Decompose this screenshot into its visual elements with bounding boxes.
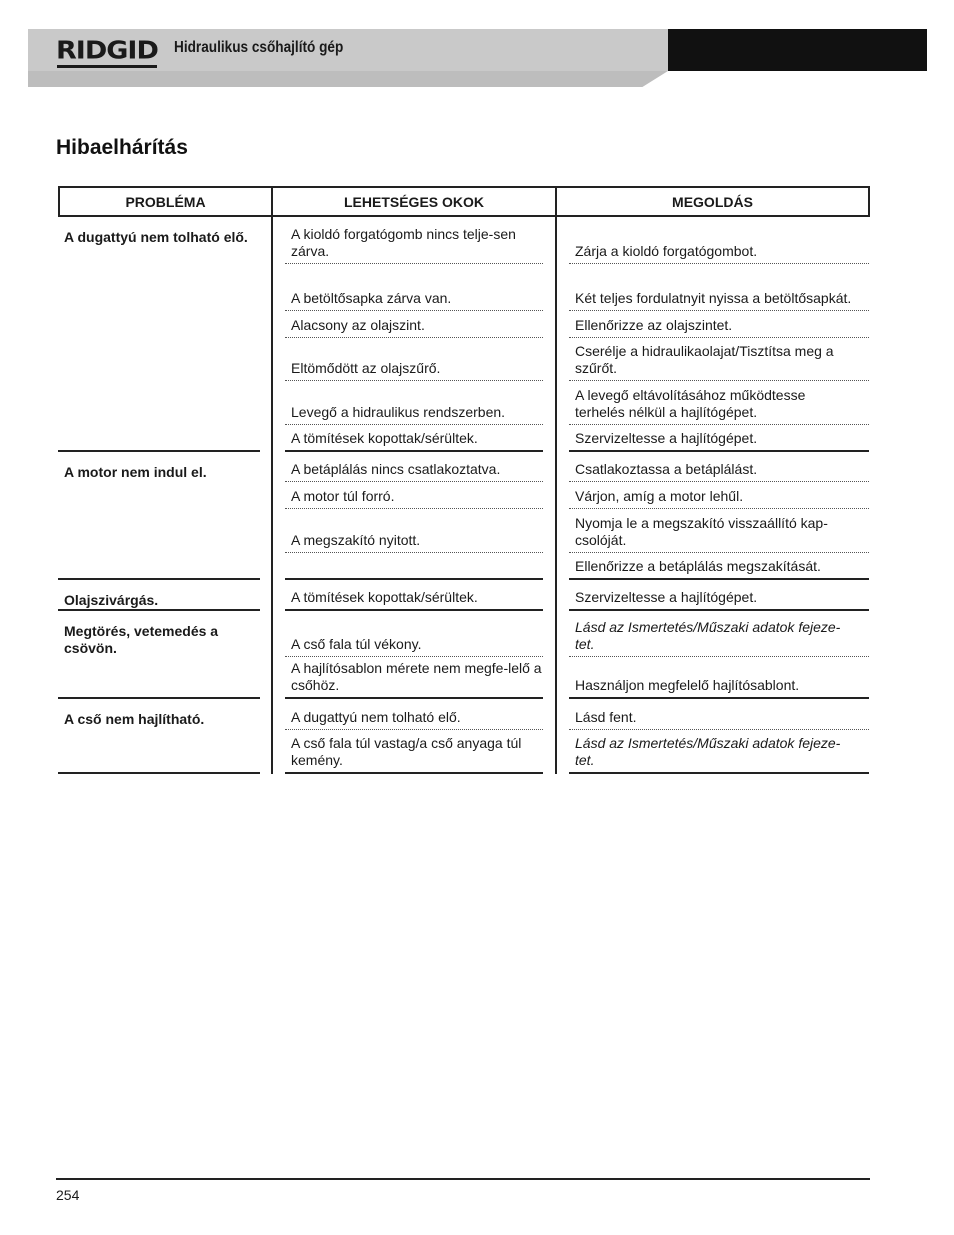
- problem-cell: A motor nem indul el.: [58, 456, 260, 580]
- cause-cell: A megszakító nyitott.: [285, 510, 543, 553]
- problem-cell: Megtörés, vetemedés a csövön.: [58, 615, 260, 699]
- solution-cell: A levegő eltávolításához működtesse terhelés nélkül a hajlítógépet.: [569, 382, 869, 425]
- column-divider-1: [271, 217, 273, 774]
- solution-cell: Várjon, amíg a motor lehűl.: [569, 483, 869, 509]
- header-black-block: [668, 29, 927, 71]
- cause-cell: [285, 554, 543, 580]
- column-divider-2: [555, 217, 557, 774]
- ridgid-logo: RIDGID: [56, 36, 158, 65]
- cause-cell: A cső fala túl vastag/a cső anyaga túl kemény.: [285, 731, 543, 774]
- solution-cell: Lásd fent.: [569, 703, 869, 730]
- cause-cell: A kioldó forgatógomb nincs telje-sen zárva.: [285, 221, 543, 264]
- cause-cell: Eltömődött az olajszűrő.: [285, 339, 543, 381]
- cause-cell: A dugattyú nem tolható elő.: [285, 703, 543, 730]
- document-title: Hidraulikus csőhajlító gép: [174, 39, 344, 56]
- solution-cell: Lásd az Ismertetés/Műszaki adatok fejeze-tet.: [569, 615, 869, 657]
- cause-cell: A tömítések kopottak/sérültek.: [285, 584, 543, 611]
- cause-cell: Levegő a hidraulikus rendszerben.: [285, 382, 543, 425]
- cause-cell: A cső fala túl vékony.: [285, 615, 543, 657]
- solution-cell: Nyomja le a megszakító visszaállító kap-csolóját.: [569, 510, 869, 553]
- solution-cell: Szervizeltesse a hajlítógépet.: [569, 584, 869, 611]
- solution-cell: Két teljes fordulatnyit nyissa a betöltősapkát.: [569, 265, 869, 311]
- column-header-problem: PROBLÉMA: [58, 186, 273, 217]
- cause-cell: A betöltősapka zárva van.: [285, 265, 543, 311]
- footer-rule: [56, 1178, 870, 1180]
- cause-cell: A motor túl forró.: [285, 483, 543, 509]
- problem-cell: A dugattyú nem tolható elő.: [58, 221, 260, 452]
- cause-cell: A betáplálás nincs csatlakoztatva.: [285, 456, 543, 482]
- page-number: 254: [56, 1187, 80, 1203]
- solution-cell: Lásd az Ismertetés/Műszaki adatok fejeze-tet.: [569, 731, 869, 774]
- solution-cell: Használjon megfelelő hajlítósablont.: [569, 658, 869, 699]
- cause-cell: A tömítések kopottak/sérültek.: [285, 426, 543, 452]
- problem-cell: A cső nem hajlítható.: [58, 703, 260, 774]
- solution-cell: Ellenőrizze a betáplálás megszakítását.: [569, 554, 869, 580]
- logo-underline: [57, 65, 157, 68]
- header-bar: [28, 29, 668, 87]
- solution-cell: Ellenőrizze az olajszintet.: [569, 312, 869, 338]
- page-title: Hibaelhárítás: [56, 136, 188, 159]
- solution-cell: Cserélje a hidraulikaolajat/Tisztítsa meg a szűrőt.: [569, 339, 869, 381]
- cause-cell: A hajlítósablon mérete nem megfe-lelő a csőhöz.: [285, 658, 543, 699]
- column-header-solution: MEGOLDÁS: [555, 186, 870, 217]
- solution-cell: Szervizeltesse a hajlítógépet.: [569, 426, 869, 452]
- header-slant: [28, 71, 668, 87]
- solution-cell: Zárja a kioldó forgatógombot.: [569, 221, 869, 264]
- cause-cell: Alacsony az olajszint.: [285, 312, 543, 338]
- column-header-causes: LEHETSÉGES OKOK: [271, 186, 557, 217]
- problem-cell: Olajszivárgás.: [58, 584, 260, 611]
- solution-cell: Csatlakoztassa a betáplálást.: [569, 456, 869, 482]
